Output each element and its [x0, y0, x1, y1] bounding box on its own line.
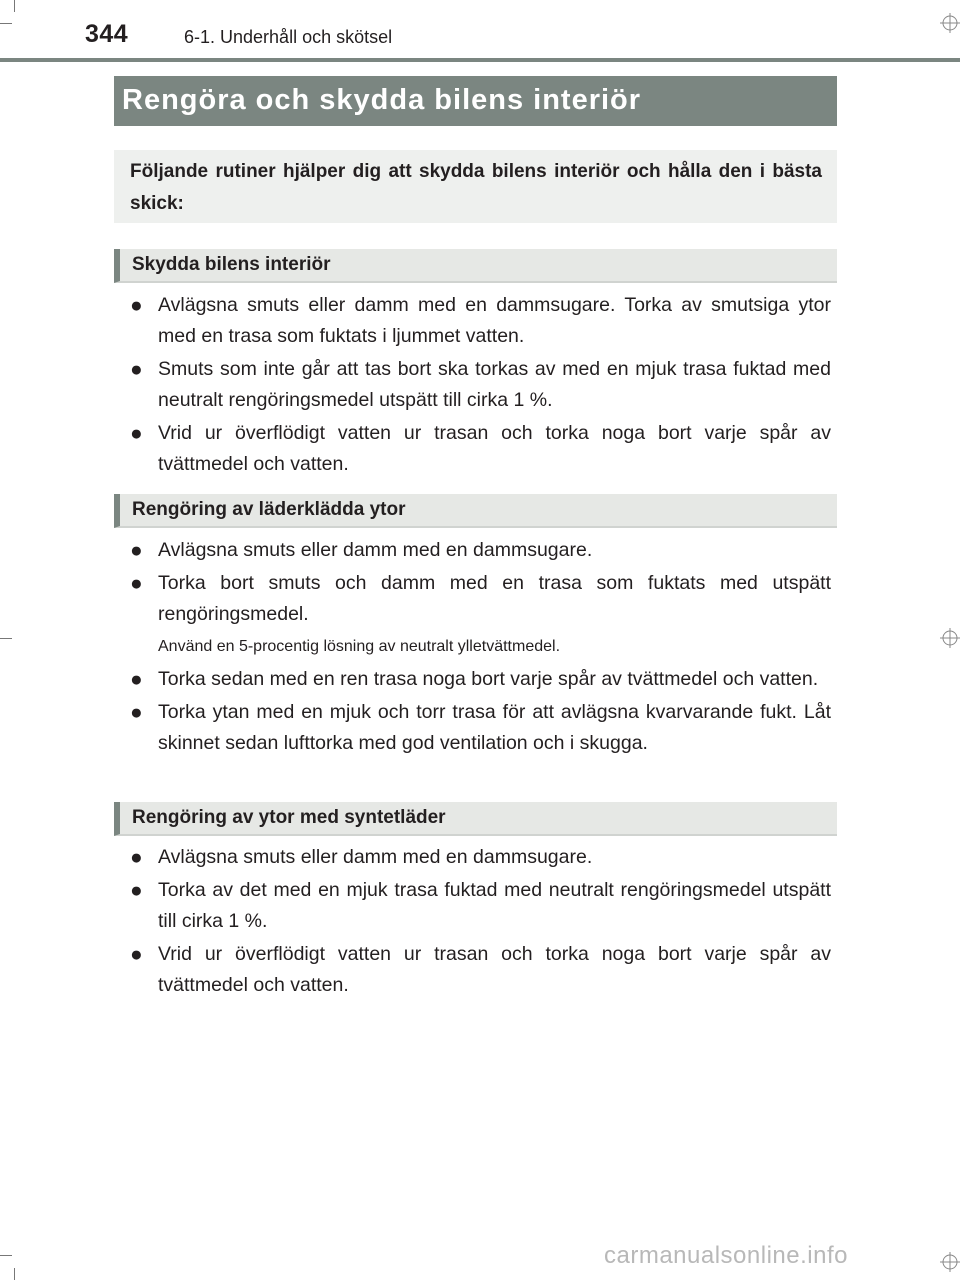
crop-mark: [0, 1255, 12, 1256]
chapter-title: 6-1. Underhåll och skötsel: [184, 27, 393, 47]
registration-mark-icon: [940, 1252, 960, 1272]
bullet-icon: ●: [130, 422, 143, 445]
registration-mark-icon: [940, 628, 960, 648]
crop-mark: [0, 638, 12, 639]
section-list-protect: [130, 290, 831, 482]
page-title: Rengöra och skydda bilens interiör: [114, 76, 837, 126]
list-item: ● Torka av det med en mjuk trasa fuktad med neutralt rengöringsmedel utspätt till cirka 1 %.: [130, 875, 831, 937]
page-number: 344: [85, 20, 129, 48]
list-item: ● Avlägsna smuts eller damm med en dammsugare. Torka av smutsiga ytor med en trasa som fuktats i ljummet vatten.: [130, 290, 831, 352]
bullet-icon: ●: [130, 572, 143, 595]
watermark: carmanualsonline.info: [604, 1242, 848, 1269]
list-item: ● Torka bort smuts och damm med en trasa som fuktats med utspätt rengöringsmedel.: [130, 568, 831, 630]
crop-mark: [14, 1268, 15, 1280]
section-heading-synthetic: Rengöring av ytor med syntetläder: [114, 802, 837, 836]
section-list-leather: [130, 535, 831, 761]
section-heading-protect: Skydda bilens interiör: [114, 249, 837, 283]
header-divider: [0, 58, 960, 62]
section-heading-leather: Rengöring av läderklädda ytor: [114, 494, 837, 528]
bullet-icon: ●: [130, 943, 143, 966]
bullet-icon: ●: [130, 539, 143, 562]
page-header: [0, 0, 960, 62]
bullet-icon: ●: [130, 294, 143, 317]
list-item: ● Torka ytan med en mjuk och torr trasa för att avlägsna kvarvarande fukt. Låt skinnet sedan lufttorka med god ventilation och i skugga.: [130, 697, 831, 759]
bullet-icon: ●: [130, 846, 143, 869]
list-item: ● Avlägsna smuts eller damm med en dammsugare.: [130, 842, 831, 873]
list-item: ● Avlägsna smuts eller damm med en dammsugare.: [130, 535, 831, 566]
section-list-synthetic: [130, 842, 831, 1003]
list-item: ● Torka sedan med en ren trasa noga bort varje spår av tvättmedel och vatten.: [130, 664, 831, 695]
bullet-icon: ●: [130, 358, 143, 381]
list-item: ● Vrid ur överflödigt vatten ur trasan och torka noga bort varje spår av tvättmedel och vatten.: [130, 939, 831, 1001]
bullet-icon: ●: [130, 668, 143, 691]
bullet-icon: ●: [130, 879, 143, 902]
list-item: ● Smuts som inte går att tas bort ska torkas av med en mjuk trasa fuktad med neutralt rengöringsmedel utspätt till cirka 1 %.: [130, 354, 831, 416]
bullet-icon: ●: [130, 701, 143, 724]
list-item: ● Vrid ur överflödigt vatten ur trasan och torka noga bort varje spår av tvättmedel och vatten.: [130, 418, 831, 480]
note-text: Använd en 5-procentig lösning av neutralt ylletvättmedel.: [158, 638, 561, 655]
intro-box: Följande rutiner hjälper dig att skydda bilens interiör och hålla den i bästa skick:: [114, 150, 837, 223]
